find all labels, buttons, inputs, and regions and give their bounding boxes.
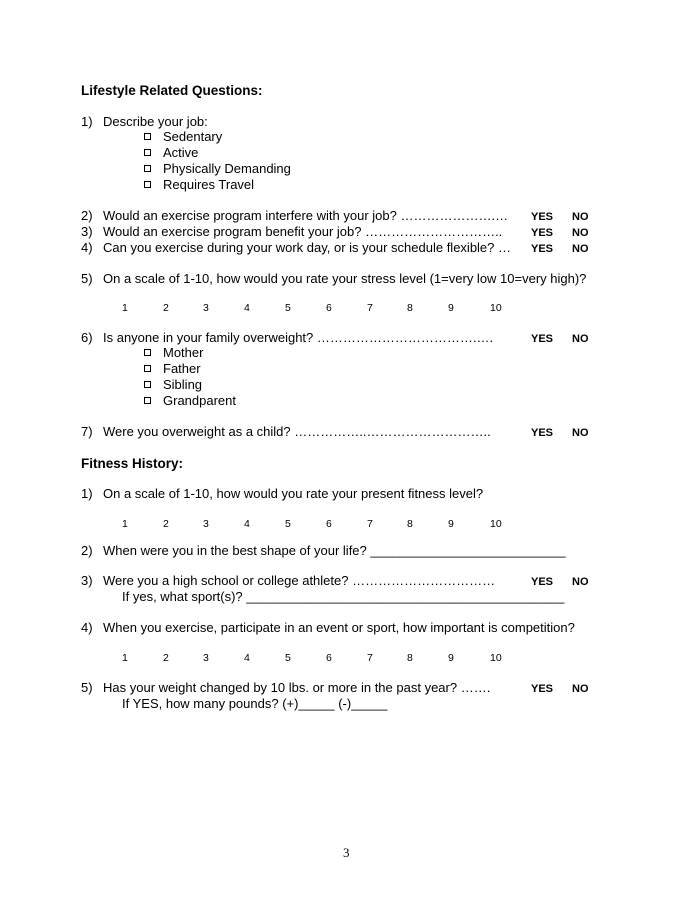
fitness-q3-no-option[interactable]: NO <box>572 576 589 588</box>
q7-no-option[interactable]: NO <box>572 427 589 439</box>
scale-option[interactable]: 8 <box>407 518 413 530</box>
scale-option[interactable]: 1 <box>122 302 128 314</box>
q3-yes-option[interactable]: YES <box>531 227 554 239</box>
scale-option[interactable]: 9 <box>448 652 454 664</box>
scale-option[interactable]: 2 <box>163 652 169 664</box>
scale-option[interactable]: 5 <box>285 302 291 314</box>
lifestyle-q5-text: On a scale of 1-10, how would you rate your stress level (1=very low 10=very high)? <box>103 271 587 286</box>
fitness-q1-text: On a scale of 1-10, how would you rate your present fitness level? <box>103 486 484 501</box>
q4-no-option[interactable]: NO <box>572 243 589 255</box>
fitness-q4-number: 4) <box>81 620 93 635</box>
lifestyle-q3-text: Would an exercise program benefit your job? ………………………….. <box>103 224 503 239</box>
checkbox-father[interactable] <box>144 365 151 372</box>
fitness-q1-number: 1) <box>81 486 93 501</box>
scale-option[interactable]: 9 <box>448 518 454 530</box>
scale-option[interactable]: 1 <box>122 518 128 530</box>
scale-option[interactable]: 2 <box>163 302 169 314</box>
scale-option[interactable]: 7 <box>367 302 373 314</box>
scale-option[interactable]: 5 <box>285 518 291 530</box>
scale-option[interactable]: 10 <box>490 518 502 530</box>
q6-no-option[interactable]: NO <box>572 333 589 345</box>
stress-scale <box>0 300 695 316</box>
checkbox-requires-travel[interactable] <box>144 181 151 188</box>
scale-option[interactable]: 6 <box>326 518 332 530</box>
fitness-q3-number: 3) <box>81 573 93 588</box>
fitness-heading: Fitness History: <box>81 456 184 471</box>
lifestyle-q4-text: Can you exercise during your work day, or is your schedule flexible? … <box>103 240 512 255</box>
checkbox-physically-demanding[interactable] <box>144 165 151 172</box>
lifestyle-q7-text: Were you overweight as a child? ……………..……………………….. <box>103 424 491 439</box>
scale-option[interactable]: 7 <box>367 652 373 664</box>
competition-scale <box>0 650 695 666</box>
scale-option[interactable]: 5 <box>285 652 291 664</box>
scale-option[interactable]: 10 <box>490 652 502 664</box>
lifestyle-q1-number: 1) <box>81 114 93 129</box>
scale-option[interactable]: 6 <box>326 302 332 314</box>
scale-option[interactable]: 8 <box>407 652 413 664</box>
pounds-changed-field[interactable]: If YES, how many pounds? (+)_____ (-)_____ <box>122 696 388 711</box>
scale-option[interactable]: 4 <box>244 652 250 664</box>
scale-option[interactable]: 10 <box>490 302 502 314</box>
fitness-q2-number: 2) <box>81 543 93 558</box>
lifestyle-q2-number: 2) <box>81 208 93 223</box>
option-label: Sedentary <box>163 129 223 144</box>
page-number: 3 <box>343 845 350 860</box>
lifestyle-q5-number: 5) <box>81 271 93 286</box>
scale-option[interactable]: 3 <box>203 518 209 530</box>
option-label: Physically Demanding <box>163 161 291 176</box>
checkbox-mother[interactable] <box>144 349 151 356</box>
scale-option[interactable]: 8 <box>407 302 413 314</box>
fitness-scale <box>0 516 695 532</box>
fitness-q5-text: Has your weight changed by 10 lbs. or more in the past year? ……. <box>103 680 491 695</box>
option-label: Mother <box>163 345 204 360</box>
lifestyle-q1-text: Describe your job: <box>103 114 208 129</box>
scale-option[interactable]: 7 <box>367 518 373 530</box>
q4-yes-option[interactable]: YES <box>531 243 554 255</box>
fitness-q3-yes-option[interactable]: YES <box>531 576 554 588</box>
checkbox-active[interactable] <box>144 149 151 156</box>
sports-field[interactable]: If yes, what sport(s)? ____________________________________________ <box>122 589 565 604</box>
fitness-q3-text: Were you a high school or college athlete? …………………………… <box>103 573 496 588</box>
q6-yes-option[interactable]: YES <box>531 333 554 345</box>
lifestyle-heading: Lifestyle Related Questions: <box>81 83 263 98</box>
checkbox-sibling[interactable] <box>144 381 151 388</box>
lifestyle-q6-text: Is anyone in your family overweight? ……………………………….…. <box>103 330 494 345</box>
scale-option[interactable]: 3 <box>203 652 209 664</box>
lifestyle-q6-number: 6) <box>81 330 93 345</box>
fitness-q4-text: When you exercise, participate in an event or sport, how important is competition? <box>103 620 575 635</box>
checkbox-sedentary[interactable] <box>144 133 151 140</box>
scale-option[interactable]: 2 <box>163 518 169 530</box>
option-label: Grandparent <box>163 393 236 408</box>
lifestyle-q3-number: 3) <box>81 224 93 239</box>
scale-option[interactable]: 6 <box>326 652 332 664</box>
scale-option[interactable]: 3 <box>203 302 209 314</box>
option-label: Active <box>163 145 199 160</box>
scale-option[interactable]: 4 <box>244 518 250 530</box>
option-label: Requires Travel <box>163 177 255 192</box>
lifestyle-q7-number: 7) <box>81 424 93 439</box>
option-label: Father <box>163 361 201 376</box>
q2-no-option[interactable]: NO <box>572 211 589 223</box>
q2-yes-option[interactable]: YES <box>531 211 554 223</box>
checkbox-grandparent[interactable] <box>144 397 151 404</box>
scale-option[interactable]: 9 <box>448 302 454 314</box>
scale-option[interactable]: 4 <box>244 302 250 314</box>
scale-option[interactable]: 1 <box>122 652 128 664</box>
q7-yes-option[interactable]: YES <box>531 427 554 439</box>
lifestyle-q4-number: 4) <box>81 240 93 255</box>
fitness-q2-text[interactable]: When were you in the best shape of your life? ___________________________ <box>103 543 566 558</box>
fitness-q5-no-option[interactable]: NO <box>572 683 589 695</box>
lifestyle-q2-text: Would an exercise program interfere with your job? ………………….… <box>103 208 509 223</box>
q3-no-option[interactable]: NO <box>572 227 589 239</box>
fitness-q5-yes-option[interactable]: YES <box>531 683 554 695</box>
fitness-q5-number: 5) <box>81 680 93 695</box>
option-label: Sibling <box>163 377 203 392</box>
